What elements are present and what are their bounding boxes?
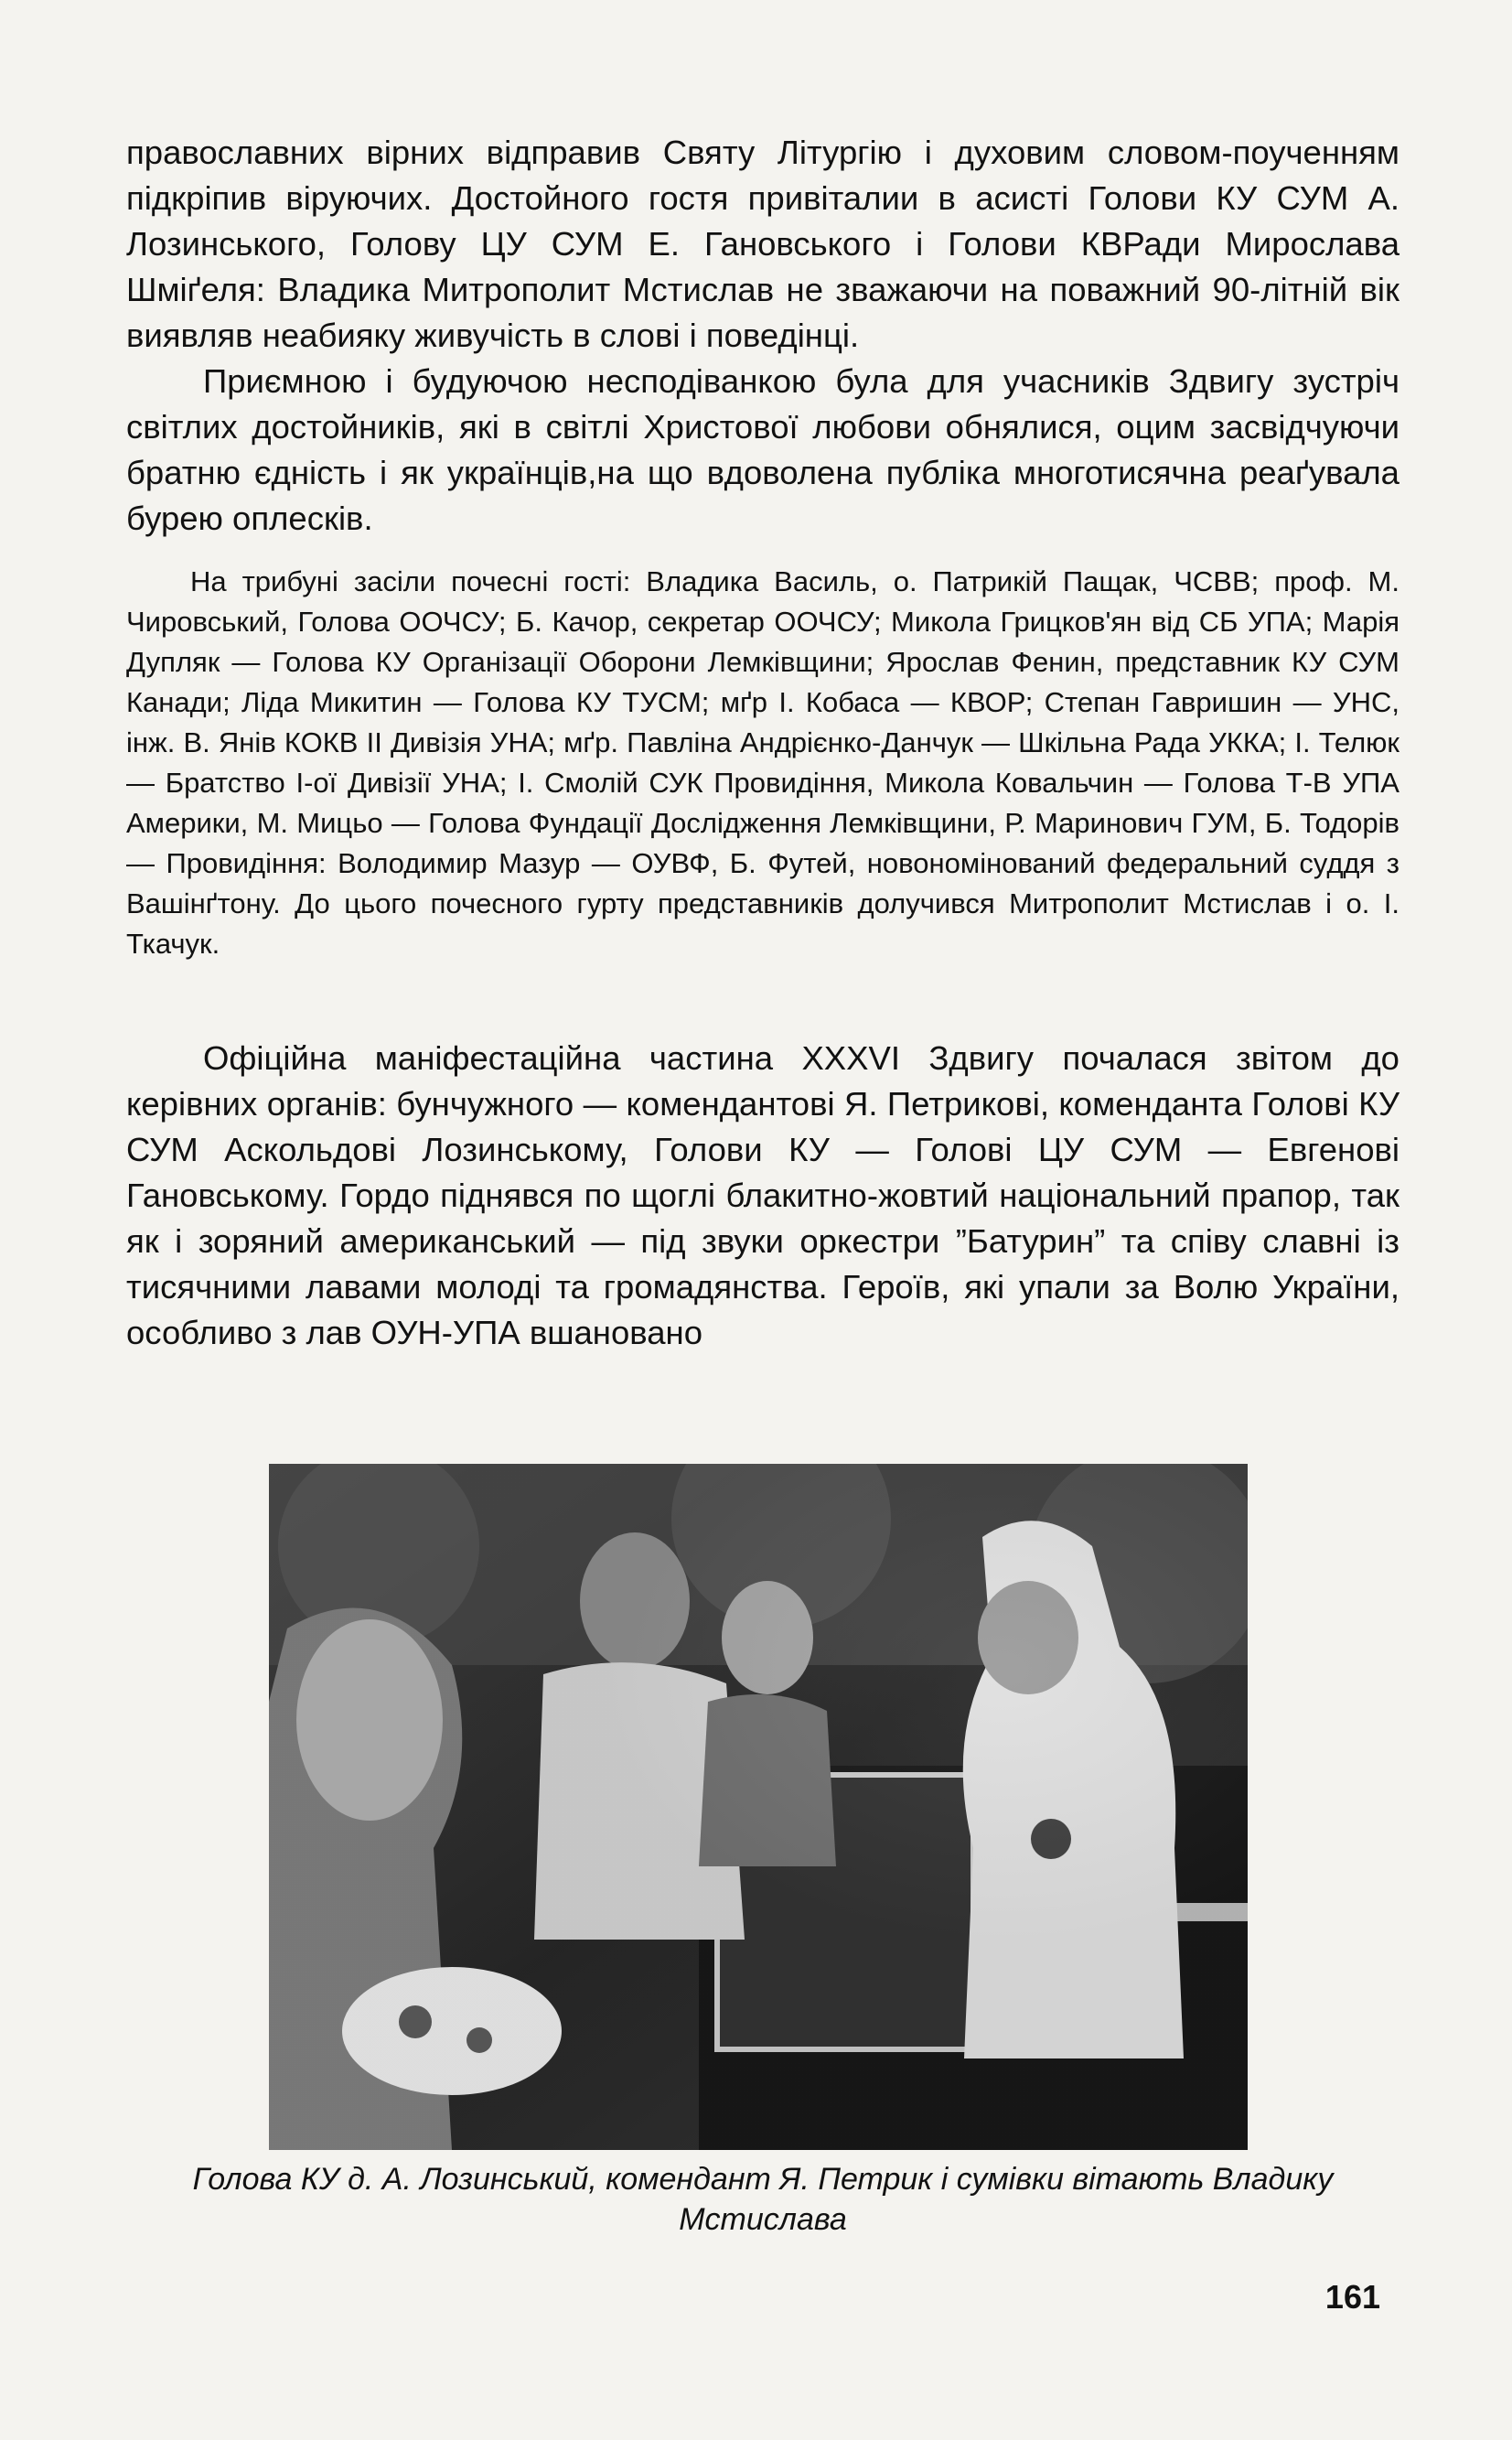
paragraph-text: Офіційна маніфестаційна частина XXXVI Здвигу почалася звітом до керівних органів: бунчужного — комендантові Я. Петрикові, коменданта Голові КУ СУМ Аскольдові Лозинському, Голови КУ — Голові ЦУ СУМ — Евгенові Гановському. Гордо піднявся по щоглі блакитно-жовтий національний прапор, так як і зоряний американський — під звуки оркестри ”Батурин” та співу славні із тисячними лавами молоді та громадянства. Героїв, які упали за Волю України, особливо з лав ОУН-УПА вшановано	[126, 1039, 1399, 1351]
photo-caption: Голова КУ д. А. Лозинський, комендант Я. Петрик і сумівки вітають Владику Мстислава	[192, 2162, 1334, 2237]
paragraph-text: На трибуні засіли почесні гості: Владика Василь, о. Патрикій Пащак, ЧСВВ; проф. М. Чировський, Голова ООЧСУ; Б. Качор, секретар ООЧСУ; Микола Грицков'ян від СБ УПА; Марія Дупляк — Голова КУ Організації Оборони Лемківщини; Ярослав Фенин, представник КУ СУМ Канади; Ліда Микитин — Голова КУ ТУСМ; мґр І. Кобаса — КВОР; Степан Гавришин — УНС, інж. В. Янів КОКВ ІІ Дивізія УНА; мґр. Павліна Андрієнко-Данчук — Шкільна Рада УККА; І. Телюк — Братство І-ої Дивізії УНА; І. Смолій СУК Провидіння, Микола Ковальчин — Голова Т-В УПА Америки, М. Мицьо — Голова Фундації Дослідження Лемківщини, Р. Маринович ГУМ, Б. Тодорів — Провидіння: Володимир Мазур — ОУВФ, Б. Футей, новономінований федеральний суддя з Вашінґтону. До цього почесного гурту представників долучився Митрополит Мстислав і о. І. Ткачук.	[126, 565, 1399, 960]
photo-illustration	[269, 1464, 1248, 2150]
page-number: 161	[1324, 2278, 1380, 2316]
paragraph-1	[126, 130, 1399, 359]
guests-paragraph	[126, 562, 1399, 964]
paragraph-text: Приємною і будуючою несподіванкою була для учасників Здвигу зустріч світлих достойників, які в світлі Христової любови обнялися, оцим засвідчуючи братню єдність і як українців,на що вдоволена публіка многотисячна реаґувала бурею оплесків.	[126, 362, 1399, 537]
paragraph-2	[126, 359, 1399, 542]
paragraph-4	[126, 1036, 1399, 1356]
paragraph-text: православних вірних відправив Святу Літургію і духовим словом-поученням підкріпив віруючих. Достойного гостя привіталии в асисті Голови КУ СУМ А. Лозинського, Голову ЦУ СУМ Е. Гановського і Голови КВРади Мирослава Шміґеля: Владика Митрополит Мстислав не зважаючи на поважний 90-літній вік виявляв неабияку живучість в слові і поведінці.	[126, 134, 1399, 354]
photo-image	[269, 1464, 1248, 2150]
